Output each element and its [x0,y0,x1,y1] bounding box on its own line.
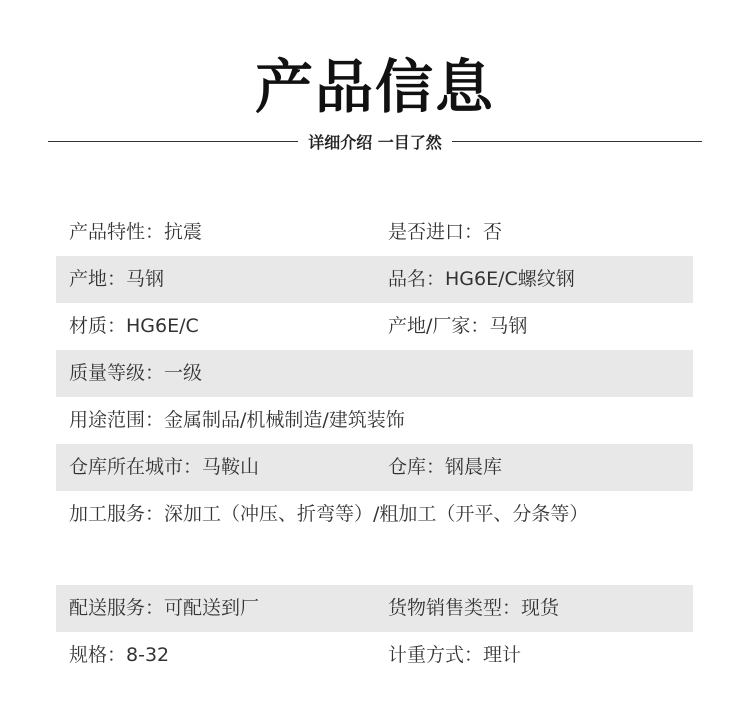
spec-row [56,350,693,397]
spec-sale-type: 货物销售类型：现货 [388,597,560,619]
spec-row [56,632,693,679]
spec-imported: 是否进口：否 [388,221,503,243]
spec-row [56,397,693,444]
spec-row [56,256,693,303]
spec-material: 材质：HG6E/C [69,315,199,337]
product-spec-table [56,209,693,679]
spec-feature: 产品特性：抗震 [69,221,203,243]
subtitle-divider [48,128,702,154]
page-title: 产品信息 [254,53,495,121]
spec-origin: 产地：马钢 [69,268,165,290]
spec-delivery: 配送服务：可配送到厂 [69,597,260,619]
spec-size: 规格：8-32 [69,644,170,666]
spec-warehouse: 仓库：钢晨库 [388,456,503,478]
spec-weighing: 计重方式：理计 [388,644,522,666]
spec-usage: 用途范围：金属制品/机械制造/建筑装饰 [69,409,405,431]
divider-line-right [452,141,702,142]
spec-quality-grade: 质量等级：一级 [69,362,203,384]
spec-manufacturer: 产地/厂家：马钢 [388,315,528,337]
page-subtitle: 详细介绍 一目了然 [308,132,442,152]
spec-processing: 加工服务：深加工（冲压、折弯等）/粗加工（开平、分条等） [69,503,589,525]
spec-row [56,585,693,632]
divider-line-left [48,141,298,142]
spec-row [56,209,693,256]
spec-product-name: 品名：HG6E/C螺纹钢 [388,268,575,290]
spec-row [56,444,693,491]
spec-warehouse-city: 仓库所在城市：马鞍山 [69,456,260,478]
spec-row [56,303,693,350]
spec-row [56,491,693,585]
